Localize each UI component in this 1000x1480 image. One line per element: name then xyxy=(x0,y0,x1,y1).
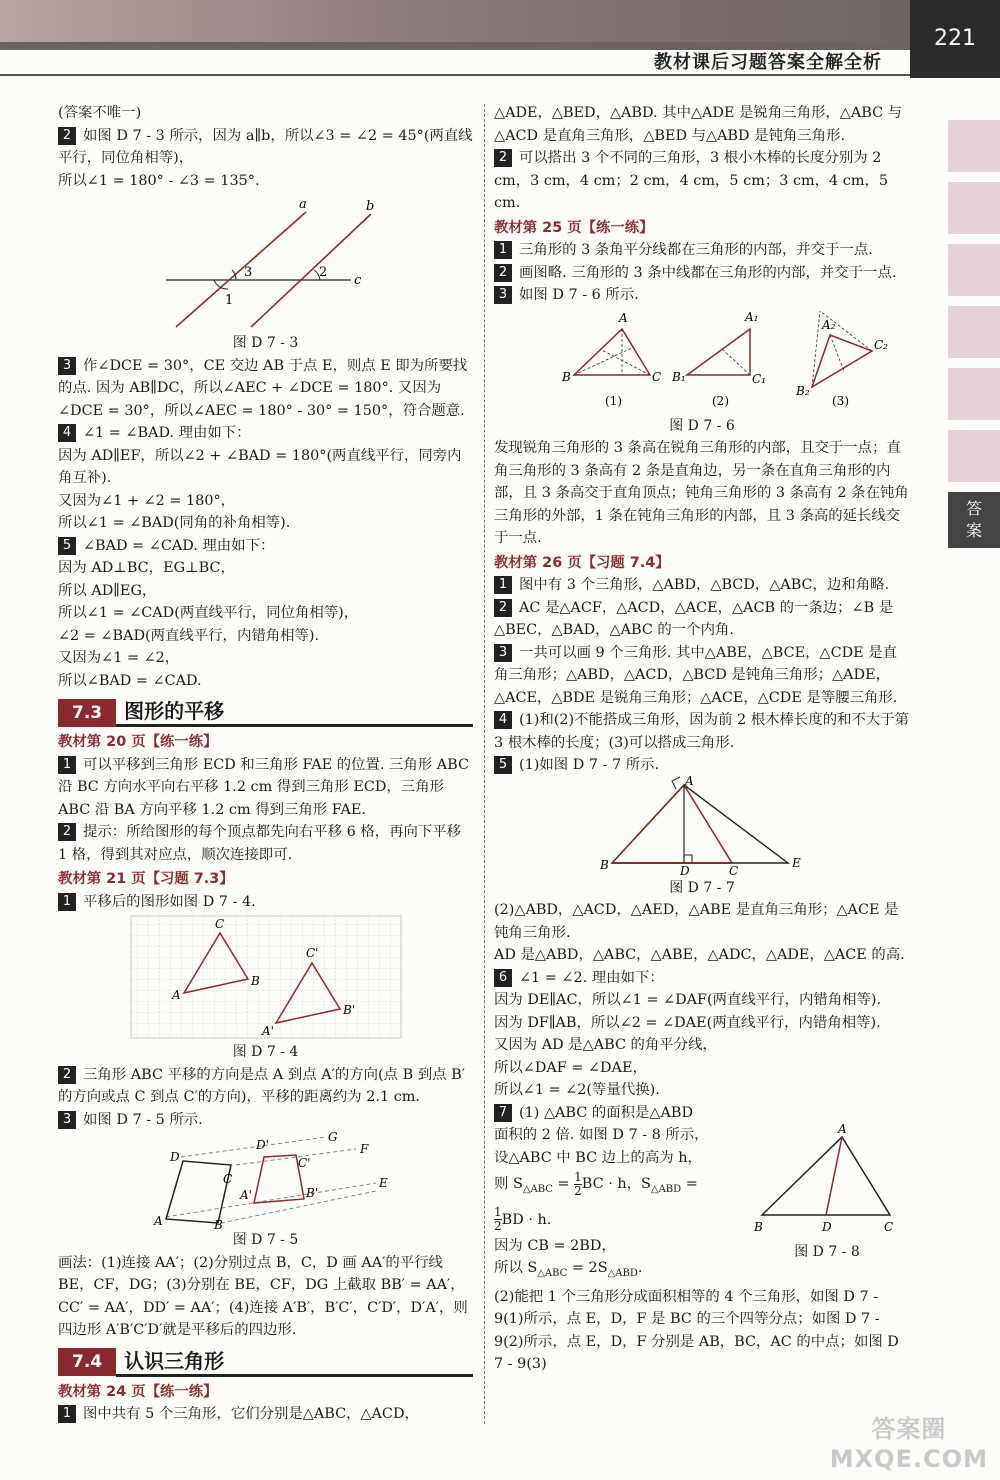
altitude-3c xyxy=(830,335,844,371)
question-number: 2 xyxy=(58,1066,76,1084)
label-D: D xyxy=(822,1220,832,1235)
answer-text: ∠BAD = ∠CAD. 理由如下： xyxy=(83,537,275,554)
label-C: C xyxy=(729,863,739,878)
answer-text: 又因为∠1 + ∠2 = 180°， xyxy=(58,492,236,509)
label-A: A xyxy=(171,988,181,1002)
book-title: 教材课后习题答案全解全析 xyxy=(654,52,882,73)
fraction-half: $\frac{1}{2}$ xyxy=(494,1205,502,1234)
answer-tab-label-2: 案 xyxy=(965,521,982,540)
question-number: 2 xyxy=(58,127,76,145)
question-number: 2 xyxy=(58,823,76,841)
subfigure-2: (2) xyxy=(712,393,729,408)
answer-tab xyxy=(948,492,1000,548)
subsection-title: 教材第 21 页【习题 7.3】 xyxy=(58,871,234,887)
line-a xyxy=(176,212,306,327)
answer-text: ∠1 = ∠2. 理由如下： xyxy=(519,969,664,986)
side-tab-block xyxy=(948,120,1000,172)
question-number: 2 xyxy=(494,149,512,167)
section-number: 7.3 xyxy=(58,699,116,727)
label-B1: B' xyxy=(305,1186,318,1200)
answer-text: 所以∠1 = ∠BAD(同角的补角相等). xyxy=(58,515,291,531)
label-D: D xyxy=(169,1150,180,1164)
answer-text: 画图略. 三角形的 3 条中线都在三角形的内部，并交于一点. xyxy=(519,264,897,281)
question-number: 2 xyxy=(494,264,512,282)
answer-note: (答案不唯一) xyxy=(58,105,142,121)
answer-text: 设△ABC 中 BC 边上的高为 h， xyxy=(494,1149,702,1166)
label-D: D xyxy=(680,863,690,878)
answer-text: (1)如图 D 7 - 7 所示. xyxy=(519,757,660,773)
side-tab-block xyxy=(948,306,1000,358)
label-B: B xyxy=(600,857,609,872)
side-tabs xyxy=(948,120,1000,548)
label-C: C xyxy=(884,1220,894,1235)
answer-text: 所以∠1 = 180° - ∠3 = 135°. xyxy=(58,172,260,189)
answer-text: 因为 AD⊥BC，EG⊥BC， xyxy=(58,560,235,576)
label-A: A xyxy=(619,310,628,325)
q7-block xyxy=(494,1102,910,1286)
question-number: 1 xyxy=(58,756,76,774)
header-rule xyxy=(0,74,910,76)
answer-item xyxy=(494,597,910,642)
answer-text: 提示：所给图形的每个顶点都先向右平移 6 格，再向下平移 1 格，得到其对应点，顺次连接即可. xyxy=(58,824,462,863)
label-C1: C' xyxy=(305,946,318,960)
answer-text: 可以平移到三角形 ECD 和三角形 FAE 的位置. 三角形 ABC 沿 BC 方向水平向右平移 1.2 cm 得到三角形 ECD，三角形 ABC 沿 BA 方向平移 1.2 cm 得到三角形 FAE. xyxy=(58,756,469,818)
figure-caption: 图 D 7 - 5 xyxy=(232,1232,299,1248)
label-B: B xyxy=(562,369,571,384)
section-number: 7.4 xyxy=(58,1348,116,1376)
column-divider xyxy=(484,104,485,1424)
area-formula: 则 $S_{\triangle ABC}$ = $\frac{1}{2}$ BC · h，$S_{\triangle ABD}$ = xyxy=(494,1169,698,1198)
label-E: E xyxy=(378,1176,388,1190)
label-angle-2: 2 xyxy=(318,265,327,280)
answer-text: 因为 CB = 2BD， xyxy=(494,1237,616,1254)
answer-item xyxy=(494,754,910,777)
side-tab-block xyxy=(948,244,1000,296)
figure-d7-5 xyxy=(126,1130,406,1232)
label-E: E xyxy=(792,855,801,870)
subsection-title: 教材第 24 页【练一练】 xyxy=(58,1383,218,1400)
right-angle-mark-a xyxy=(672,777,680,789)
figure-d7-4 xyxy=(126,913,406,1041)
figure-caption: 图 D 7 - 3 xyxy=(232,335,299,351)
label-B1: B₁ xyxy=(672,369,686,384)
section-heading xyxy=(58,1348,473,1377)
figure-d7-7 xyxy=(572,773,832,878)
answer-text: 发现锐角三角形的 3 条高在锐角三角形的内部，且交于一点；直角三角形的 3 条高有 2 条是直角边，另一条在直角三角形的内部，且 3 条高交于直角顶点；钝角三角形的 3 条高有 2 条在钝角三角形的外部，1 条在钝角三角形的内部，且 3 条高的延长线交于一点. xyxy=(494,440,909,546)
subfigure-1: (1) xyxy=(605,393,622,408)
answer-text: 如图 D 7 - 6 所示. xyxy=(519,287,639,303)
answer-tab-label-1: 答 xyxy=(965,499,982,518)
watermark-line-1: 答案圈 xyxy=(871,1415,947,1443)
header-band xyxy=(0,0,910,42)
label-B: B xyxy=(250,974,260,988)
question-number: 2 xyxy=(494,599,512,617)
answer-text: (1)和(2)不能搭成三角形，因为前 2 根木棒长度的和不大于第 3 根木棒的长度；(3)可以搭成三角形. xyxy=(494,712,910,751)
answer-item xyxy=(58,535,473,558)
question-number: 4 xyxy=(58,424,76,442)
angle-arc-1 xyxy=(214,280,228,289)
section-heading xyxy=(58,698,473,727)
label-C1: C₁ xyxy=(752,371,766,386)
figure-d7-8-wrap xyxy=(744,1123,910,1264)
label-A1: A₁ xyxy=(745,309,759,324)
answer-text: 所以∠BAD = ∠CAD. xyxy=(58,672,202,689)
subsection-title: 教材第 26 页【习题 7.4】 xyxy=(494,554,670,571)
line-b xyxy=(251,214,371,327)
label-A: A xyxy=(153,1214,163,1228)
side-tab-block xyxy=(948,182,1000,234)
answer-text: 面积的 2 倍. 如图 D 7 - 8 所示， xyxy=(494,1127,709,1143)
answer-item xyxy=(58,1109,473,1132)
subsection-title: 教材第 25 页【练一练】 xyxy=(494,219,654,236)
label-a: a xyxy=(298,197,307,212)
answer-text: 因为 AD∥EF，所以∠2 + ∠BAD = 180°(两直线平行，同旁内角互补). xyxy=(58,447,462,486)
label-F: F xyxy=(359,1142,368,1156)
page-number: 221 xyxy=(910,0,1000,78)
page-header xyxy=(0,0,1000,78)
watermark-line-2: MXQE.COM xyxy=(829,1445,988,1473)
answer-item xyxy=(494,239,910,262)
right-column xyxy=(494,102,910,1376)
label-B2: B₂ xyxy=(796,383,810,398)
answer-text: 所以∠1 = ∠2(等量代换). xyxy=(494,1082,660,1098)
question-number: 5 xyxy=(58,537,76,555)
question-number: 3 xyxy=(494,644,512,662)
label-A: A xyxy=(838,1122,847,1137)
label-C: C xyxy=(222,1172,232,1186)
label-B: B xyxy=(213,1218,223,1232)
question-number: 3 xyxy=(494,286,512,304)
answer-text: ∠1 = ∠BAD. 理由如下： xyxy=(83,425,251,441)
answer-text: 三角形的 3 条角平分线都在三角形的内部，并交于一点. xyxy=(519,242,873,258)
answer-item xyxy=(494,642,910,710)
answer-text: △ADE，△BED，△ABD. 其中△ADE 是锐角三角形，△ABC 与△ACD 是直角三角形，△BED 与△ABD 是钝角三角形. xyxy=(494,105,903,144)
answer-item xyxy=(58,891,473,914)
q7-text xyxy=(494,1102,744,1286)
section-title: 认识三角形 xyxy=(116,1348,473,1377)
answer-text: 可以搭出 3 个不同的三角形，3 根小木棒的长度分别为 2 cm，3 cm，4 cm；2 cm，4 cm，5 cm；3 cm，4 cm，5 cm. xyxy=(494,150,889,211)
question-number: 1 xyxy=(494,576,512,594)
label-B: B xyxy=(754,1220,763,1235)
answer-text: 平移后的图形如图 D 7 - 4. xyxy=(83,893,256,910)
answer-item xyxy=(58,1064,473,1109)
answer-text: 图中共有 5 个三角形，它们分别是△ABC，△ACD， xyxy=(83,1406,419,1422)
label-D1: D' xyxy=(255,1138,269,1152)
triangle-abc xyxy=(762,1137,890,1215)
label-C: C xyxy=(214,917,224,931)
parallel-line-ae xyxy=(166,1183,376,1217)
label-angle-1: 1 xyxy=(224,293,233,308)
question-number: 1 xyxy=(58,1405,76,1423)
answer-item xyxy=(58,1403,473,1426)
answer-text: (2)△ABD，△ACD，△AED，△ABE 是直角三角形；△ACE 是钝角三角形. xyxy=(494,902,899,941)
median-ad xyxy=(826,1137,842,1215)
answer-item xyxy=(58,754,473,822)
subsection-title: 教材第 20 页【练一练】 xyxy=(58,734,218,750)
answer-text: 所以 AD∥EG， xyxy=(58,582,157,599)
answer-item xyxy=(58,422,473,445)
answer-item xyxy=(494,1102,744,1125)
answer-text: 如图 D 7 - 5 所示. xyxy=(83,1111,203,1128)
label-angle-3: 3 xyxy=(243,265,252,280)
answer-item xyxy=(494,574,910,597)
question-number: 6 xyxy=(494,969,512,987)
answer-item xyxy=(58,125,473,170)
triangle-acute xyxy=(574,329,650,375)
answer-text: 所以∠1 = ∠CAD(两直线平行，同位角相等)， xyxy=(58,605,359,621)
answer-text: (2)能把 1 个三角形分成面积相等的 4 个三角形，如图 D 7 - 9(1)所示，点 E，D，F 是 BC 的三个四等分点；如图 D 7 - 9(2)所示，点 E，D，F 分别是 AB，BC，AC 的中点；如图 D 7 - 9(3) xyxy=(494,1288,899,1373)
side-tab-block xyxy=(948,368,1000,420)
answer-text: 图中有 3 个三角形，△ABD，△BCD，△ABC，边和角略. xyxy=(519,577,890,593)
altitude-2 xyxy=(722,349,750,375)
label-C1: C' xyxy=(297,1156,310,1170)
answer-text: 因为 DE∥AC，所以∠1 = ∠DAF(两直线平行，内错角相等). xyxy=(494,992,882,1008)
answer-item xyxy=(58,821,473,866)
label-A1: A' xyxy=(261,1024,274,1038)
label-b: b xyxy=(365,199,374,214)
answer-text: (1) △ABC 的面积是△ABD xyxy=(519,1104,693,1121)
answer-text: 一共可以画 9 个三角形. 其中△ABE，△BCE，△CDE 是直角三角形；△ABD，△ACD，△BCD 是钝角三角形；△ADE，△ACE，△BDE 是锐角三角形；△ACE，△CDE 是等腰三角形. xyxy=(494,644,898,706)
answer-text: AC 是△ACF，△ACD，△ACE，△ACB 的一条边；∠B 是△BEC，△BAD，△ABC 的一个内角. xyxy=(494,599,894,638)
figure-d7-8 xyxy=(752,1123,902,1241)
answer-item xyxy=(494,709,910,754)
label-G: G xyxy=(327,1130,338,1144)
question-number: 7 xyxy=(494,1104,512,1122)
answer-text: 又因为 AD 是△ABC 的角平分线， xyxy=(494,1037,717,1053)
label-A: A xyxy=(685,773,694,788)
answer-text: AD 是△ABD，△ABC，△ABE，△ADC，△ADE，△ACE 的高. xyxy=(494,947,905,963)
section-title: 图形的平移 xyxy=(116,698,473,727)
left-column xyxy=(58,102,473,1426)
answer-text: 因为 DF∥AB，所以∠2 = ∠DAE(两直线平行，内错角相等). xyxy=(494,1014,881,1031)
label-c: c xyxy=(353,273,361,288)
quadrilateral-abcd xyxy=(166,1161,231,1223)
figure-caption: 图 D 7 - 4 xyxy=(232,1044,299,1060)
figure-caption: 图 D 7 - 8 xyxy=(794,1244,860,1261)
answer-text: 如图 D 7 - 3 所示，因为 a∥b，所以∠3 = ∠2 = 45°(两直线平行，同位角相等)， xyxy=(58,127,473,166)
grid-background xyxy=(131,916,401,1038)
figure-d7-6 xyxy=(522,307,888,415)
fraction-half: $\frac{1}{2}$ xyxy=(574,1169,582,1198)
label-A2: A₂ xyxy=(822,317,836,332)
label-B1: B' xyxy=(342,1003,355,1017)
question-number: 1 xyxy=(58,893,76,911)
triangle-abe xyxy=(612,785,788,863)
figure-d7-3 xyxy=(136,192,396,332)
triangle-right xyxy=(687,329,750,375)
answer-text: 作∠DCE = 30°，CE 交边 AB 于点 E，则点 E 即为所要找的点. 因为 AB∥DC，所以∠AEC + ∠DCE = 180°. 又因为∠DCE = 30°，所以∠AEC = 180° - 30° = 150°，符合题意. xyxy=(58,357,468,419)
answer-item xyxy=(494,284,910,307)
question-number: 5 xyxy=(494,756,512,774)
answer-text: 三角形 ABC 平移的方向是点 A 到点 A′的方向(点 B 到点 B′的方向或点 C 到点 C′的方向)，平移的距离约为 2.1 cm. xyxy=(58,1066,465,1105)
label-C: C xyxy=(652,369,662,384)
answer-text: 所以∠DAF = ∠DAE， xyxy=(494,1059,647,1076)
area-conclusion: 所以 $S_{\triangle ABC} = 2S_{\triangle ABD}$. xyxy=(494,1260,643,1280)
figure-caption: 图 D 7 - 7 xyxy=(669,879,735,896)
question-number: 3 xyxy=(58,1111,76,1129)
label-C2: C₂ xyxy=(874,337,888,352)
answer-item xyxy=(494,147,910,215)
answer-text: ∠2 = ∠BAD(两直线平行，内错角相等). xyxy=(58,627,320,644)
watermark xyxy=(830,1414,988,1474)
area-formula-cont: $\frac{1}{2}$ BD · h. xyxy=(494,1205,552,1234)
segment-ac xyxy=(684,785,732,863)
answer-item xyxy=(58,355,473,423)
figure-caption: 图 D 7 - 6 xyxy=(669,417,735,434)
right-angle-mark-d xyxy=(684,855,692,863)
subfigure-3: (3) xyxy=(832,393,849,408)
question-number: 3 xyxy=(58,357,76,375)
label-A1: A' xyxy=(239,1188,252,1202)
question-number: 4 xyxy=(494,711,512,729)
answer-text: 又因为∠1 = ∠2， xyxy=(58,650,180,666)
segment-ab xyxy=(612,785,684,863)
answer-item xyxy=(494,967,910,990)
parallel-line-dg xyxy=(181,1137,326,1157)
answer-item xyxy=(494,262,910,285)
side-tab-block xyxy=(948,430,1000,482)
quadrilateral-a1b1c1d1 xyxy=(254,1155,304,1203)
answer-text: 画法：(1)连接 AA′；(2)分别过点 B，C，D 画 AA′的平行线 BE，CF，DG；(3)分别在 BE，CF，DG 上截取 BB′ = AA′，CC′ = AA′，DD′ = AA′；(4)连接 A′B′，B′C′，C′D′，D′A′，则四边形 A′B′C′D′就是平移后的四边形. xyxy=(58,1254,468,1338)
triangle-obtuse xyxy=(812,335,872,387)
question-number: 1 xyxy=(494,241,512,259)
